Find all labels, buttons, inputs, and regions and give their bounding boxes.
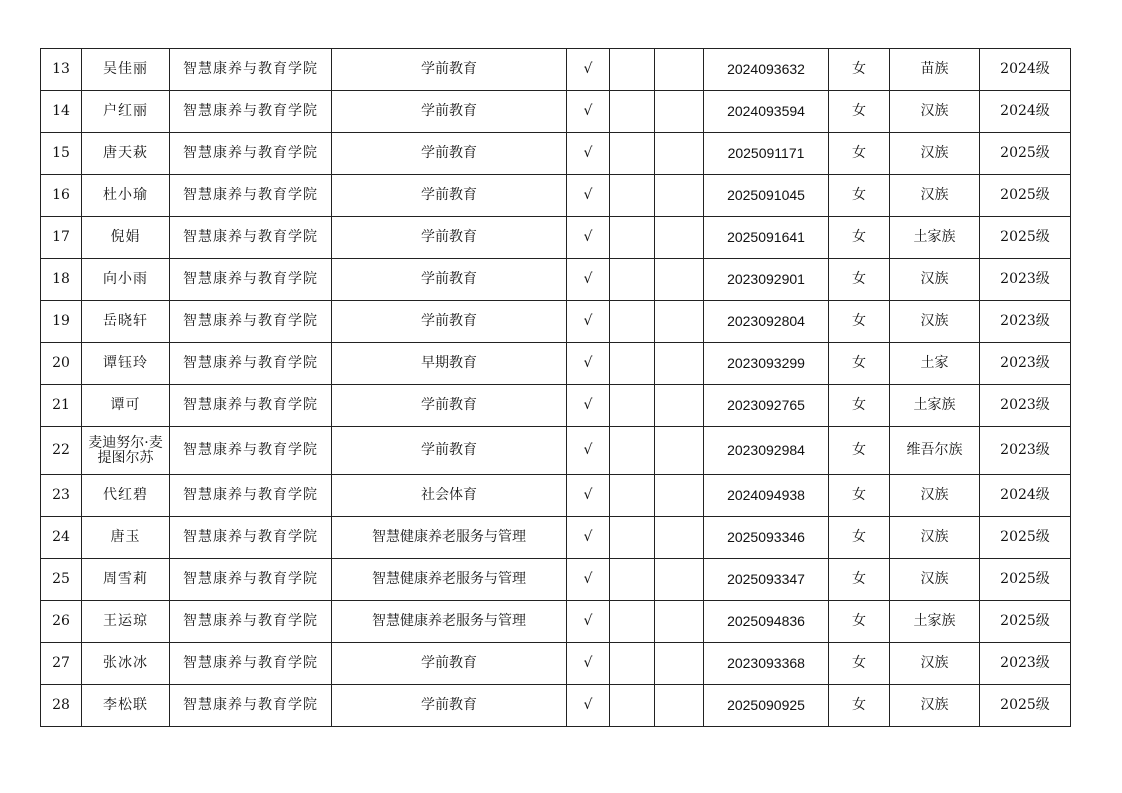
row-number-cell: 14: [41, 91, 82, 133]
gender-cell: 女: [829, 91, 890, 133]
student-name-cell: 向小雨: [82, 259, 170, 301]
gender-cell: 女: [829, 517, 890, 559]
school-cell: 智慧康养与教育学院: [170, 301, 332, 343]
ethnicity-cell: 汉族: [890, 685, 980, 727]
gender-cell: 女: [829, 601, 890, 643]
major-cell: 智慧健康养老服务与管理: [332, 601, 567, 643]
school-cell: 智慧康养与教育学院: [170, 49, 332, 91]
check-mark-cell: √: [567, 559, 610, 601]
student-id-cell: 2023092984: [704, 427, 829, 475]
student-name-cell: 代红碧: [82, 475, 170, 517]
ethnicity-cell: 土家族: [890, 601, 980, 643]
student-id-cell: 2023093299: [704, 343, 829, 385]
school-cell: 智慧康养与教育学院: [170, 685, 332, 727]
blank-cell: [610, 259, 655, 301]
gender-cell: 女: [829, 133, 890, 175]
gender-cell: 女: [829, 427, 890, 475]
major-cell: 学前教育: [332, 301, 567, 343]
major-cell: 学前教育: [332, 259, 567, 301]
blank-cell: [655, 343, 704, 385]
gender-cell: 女: [829, 301, 890, 343]
blank-cell: [610, 475, 655, 517]
major-cell: 学前教育: [332, 427, 567, 475]
blank-cell: [655, 385, 704, 427]
school-cell: 智慧康养与教育学院: [170, 475, 332, 517]
student-id-cell: 2023092804: [704, 301, 829, 343]
row-number-cell: 18: [41, 259, 82, 301]
blank-cell: [655, 517, 704, 559]
ethnicity-cell: 汉族: [890, 475, 980, 517]
ethnicity-cell: 土家族: [890, 385, 980, 427]
major-cell: 学前教育: [332, 133, 567, 175]
grade-cell: 2023级: [980, 385, 1071, 427]
grade-cell: 2023级: [980, 427, 1071, 475]
table-row: [41, 643, 1071, 685]
check-mark-cell: √: [567, 91, 610, 133]
row-number-cell: 22: [41, 427, 82, 475]
ethnicity-cell: 土家族: [890, 217, 980, 259]
blank-cell: [655, 301, 704, 343]
student-name-cell: 倪娟: [82, 217, 170, 259]
check-mark-cell: √: [567, 601, 610, 643]
gender-cell: 女: [829, 259, 890, 301]
gender-cell: 女: [829, 643, 890, 685]
grade-cell: 2025级: [980, 517, 1071, 559]
check-mark-cell: √: [567, 475, 610, 517]
ethnicity-cell: 土家: [890, 343, 980, 385]
row-number-cell: 25: [41, 559, 82, 601]
check-mark-cell: √: [567, 175, 610, 217]
gender-cell: 女: [829, 49, 890, 91]
check-mark-cell: √: [567, 685, 610, 727]
blank-cell: [610, 301, 655, 343]
major-cell: 学前教育: [332, 175, 567, 217]
check-mark-cell: √: [567, 385, 610, 427]
table-row: [41, 217, 1071, 259]
blank-cell: [610, 685, 655, 727]
student-name-cell: 周雪莉: [82, 559, 170, 601]
student-id-cell: 2024093594: [704, 91, 829, 133]
table-row: [41, 49, 1071, 91]
check-mark-cell: √: [567, 301, 610, 343]
grade-cell: 2024级: [980, 49, 1071, 91]
student-table: [40, 48, 1071, 727]
grade-cell: 2025级: [980, 175, 1071, 217]
table-row: [41, 385, 1071, 427]
check-mark-cell: √: [567, 217, 610, 259]
student-name-cell: 谭钰玲: [82, 343, 170, 385]
table-row: [41, 259, 1071, 301]
major-cell: 社会体育: [332, 475, 567, 517]
row-number-cell: 16: [41, 175, 82, 217]
row-number-cell: 21: [41, 385, 82, 427]
student-id-cell: 2025091641: [704, 217, 829, 259]
grade-cell: 2023级: [980, 343, 1071, 385]
gender-cell: 女: [829, 217, 890, 259]
check-mark-cell: √: [567, 643, 610, 685]
major-cell: 学前教育: [332, 685, 567, 727]
grade-cell: 2023级: [980, 643, 1071, 685]
blank-cell: [610, 49, 655, 91]
blank-cell: [655, 559, 704, 601]
student-id-cell: 2025090925: [704, 685, 829, 727]
grade-cell: 2025级: [980, 133, 1071, 175]
row-number-cell: 20: [41, 343, 82, 385]
blank-cell: [655, 175, 704, 217]
table-row: [41, 343, 1071, 385]
check-mark-cell: √: [567, 517, 610, 559]
ethnicity-cell: 汉族: [890, 175, 980, 217]
student-name-cell: 岳晓轩: [82, 301, 170, 343]
ethnicity-cell: 汉族: [890, 643, 980, 685]
student-list-sheet: [40, 48, 1071, 727]
major-cell: 学前教育: [332, 643, 567, 685]
grade-cell: 2023级: [980, 301, 1071, 343]
ethnicity-cell: 维吾尔族: [890, 427, 980, 475]
table-row: [41, 133, 1071, 175]
major-cell: 学前教育: [332, 217, 567, 259]
ethnicity-cell: 汉族: [890, 133, 980, 175]
ethnicity-cell: 汉族: [890, 259, 980, 301]
gender-cell: 女: [829, 175, 890, 217]
table-row: [41, 427, 1071, 475]
school-cell: 智慧康养与教育学院: [170, 601, 332, 643]
student-name-cell: 杜小瑜: [82, 175, 170, 217]
grade-cell: 2023级: [980, 259, 1071, 301]
blank-cell: [610, 343, 655, 385]
blank-cell: [655, 259, 704, 301]
student-name-cell: 户红丽: [82, 91, 170, 133]
student-id-cell: 2023093368: [704, 643, 829, 685]
gender-cell: 女: [829, 559, 890, 601]
school-cell: 智慧康养与教育学院: [170, 559, 332, 601]
table-row: [41, 517, 1071, 559]
student-id-cell: 2025093347: [704, 559, 829, 601]
student-name-cell: 唐天萩: [82, 133, 170, 175]
table-row: [41, 175, 1071, 217]
student-name-cell: 张冰冰: [82, 643, 170, 685]
student-name-cell: 李松联: [82, 685, 170, 727]
student-id-cell: 2025093346: [704, 517, 829, 559]
major-cell: 学前教育: [332, 385, 567, 427]
student-id-cell: 2025091171: [704, 133, 829, 175]
school-cell: 智慧康养与教育学院: [170, 91, 332, 133]
table-row: [41, 685, 1071, 727]
school-cell: 智慧康养与教育学院: [170, 385, 332, 427]
student-id-cell: 2023092765: [704, 385, 829, 427]
grade-cell: 2024级: [980, 475, 1071, 517]
major-cell: 学前教育: [332, 49, 567, 91]
ethnicity-cell: 汉族: [890, 91, 980, 133]
blank-cell: [655, 91, 704, 133]
school-cell: 智慧康养与教育学院: [170, 343, 332, 385]
check-mark-cell: √: [567, 259, 610, 301]
blank-cell: [655, 427, 704, 475]
row-number-cell: 19: [41, 301, 82, 343]
blank-cell: [610, 601, 655, 643]
blank-cell: [610, 91, 655, 133]
gender-cell: 女: [829, 385, 890, 427]
grade-cell: 2024级: [980, 91, 1071, 133]
row-number-cell: 15: [41, 133, 82, 175]
gender-cell: 女: [829, 475, 890, 517]
table-row: [41, 559, 1071, 601]
blank-cell: [610, 559, 655, 601]
blank-cell: [610, 385, 655, 427]
school-cell: 智慧康养与教育学院: [170, 517, 332, 559]
student-name-cell: 王运琼: [82, 601, 170, 643]
student-name-cell: 麦迪努尔·麦提图尔苏: [82, 427, 170, 475]
table-row: [41, 91, 1071, 133]
grade-cell: 2025级: [980, 217, 1071, 259]
ethnicity-cell: 汉族: [890, 301, 980, 343]
school-cell: 智慧康养与教育学院: [170, 643, 332, 685]
blank-cell: [610, 175, 655, 217]
major-cell: 智慧健康养老服务与管理: [332, 517, 567, 559]
ethnicity-cell: 汉族: [890, 559, 980, 601]
student-name-cell: 吴佳丽: [82, 49, 170, 91]
school-cell: 智慧康养与教育学院: [170, 133, 332, 175]
school-cell: 智慧康养与教育学院: [170, 175, 332, 217]
student-name-cell: 谭可: [82, 385, 170, 427]
check-mark-cell: √: [567, 427, 610, 475]
grade-cell: 2025级: [980, 559, 1071, 601]
grade-cell: 2025级: [980, 601, 1071, 643]
student-name-cell: 唐玉: [82, 517, 170, 559]
table-row: [41, 601, 1071, 643]
student-id-cell: 2024093632: [704, 49, 829, 91]
major-cell: 学前教育: [332, 91, 567, 133]
student-id-cell: 2024094938: [704, 475, 829, 517]
table-row: [41, 475, 1071, 517]
row-number-cell: 27: [41, 643, 82, 685]
blank-cell: [610, 517, 655, 559]
blank-cell: [610, 643, 655, 685]
blank-cell: [655, 49, 704, 91]
blank-cell: [655, 133, 704, 175]
blank-cell: [655, 217, 704, 259]
row-number-cell: 23: [41, 475, 82, 517]
ethnicity-cell: 苗族: [890, 49, 980, 91]
major-cell: 智慧健康养老服务与管理: [332, 559, 567, 601]
row-number-cell: 24: [41, 517, 82, 559]
school-cell: 智慧康养与教育学院: [170, 259, 332, 301]
student-id-cell: 2025094836: [704, 601, 829, 643]
gender-cell: 女: [829, 685, 890, 727]
blank-cell: [655, 475, 704, 517]
check-mark-cell: √: [567, 343, 610, 385]
row-number-cell: 13: [41, 49, 82, 91]
student-id-cell: 2023092901: [704, 259, 829, 301]
blank-cell: [610, 217, 655, 259]
blank-cell: [655, 685, 704, 727]
major-cell: 早期教育: [332, 343, 567, 385]
ethnicity-cell: 汉族: [890, 517, 980, 559]
row-number-cell: 26: [41, 601, 82, 643]
check-mark-cell: √: [567, 49, 610, 91]
student-id-cell: 2025091045: [704, 175, 829, 217]
gender-cell: 女: [829, 343, 890, 385]
table-row: [41, 301, 1071, 343]
table-body: [41, 49, 1071, 727]
school-cell: 智慧康养与教育学院: [170, 217, 332, 259]
row-number-cell: 28: [41, 685, 82, 727]
blank-cell: [655, 601, 704, 643]
blank-cell: [610, 427, 655, 475]
school-cell: 智慧康养与教育学院: [170, 427, 332, 475]
row-number-cell: 17: [41, 217, 82, 259]
blank-cell: [610, 133, 655, 175]
blank-cell: [655, 643, 704, 685]
grade-cell: 2025级: [980, 685, 1071, 727]
check-mark-cell: √: [567, 133, 610, 175]
